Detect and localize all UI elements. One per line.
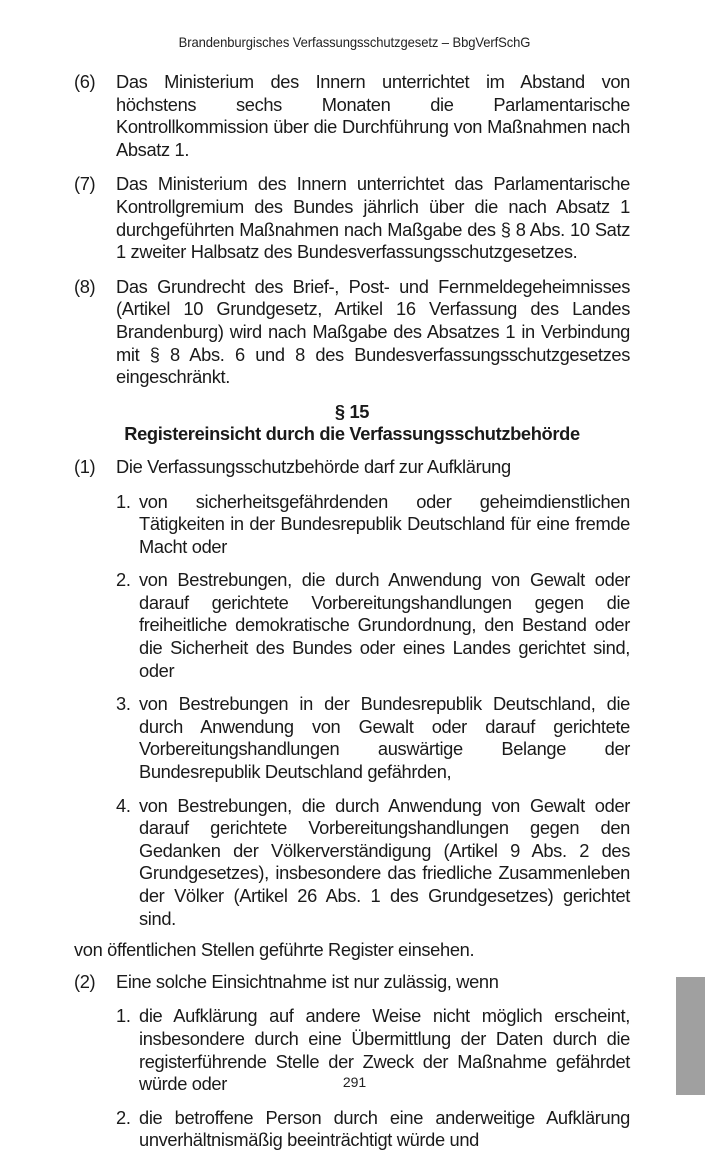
list-item-text: von Bestrebungen in der Bundesrepublik Deutschland, die durch Anwendung von Gewalt oder darauf gerichtete Vorbereitungshandlungen auswärtige Belange der Bundesrepublik Deutschland gefährden, <box>139 693 630 783</box>
absatz-1-closing: von öffentlichen Stellen geführte Register einsehen. <box>74 939 475 961</box>
section-number: § 15 <box>334 400 370 422</box>
list-item-number: 2. <box>116 569 131 591</box>
list-item <box>116 491 630 559</box>
paragraph-8 <box>74 276 630 389</box>
paragraph-intro: Eine solche Einsichtnahme ist nur zulässig, wenn <box>116 970 499 992</box>
running-header: Brandenburgisches Verfassungsschutzgesetz – BbgVerfSchG <box>178 34 531 50</box>
list-item <box>116 569 630 682</box>
list-item-text: von Bestrebungen, die durch Anwendung von Gewalt oder darauf gerichtete Vorbereitungshandlungen gegen den Gedanken der Völkerverständigung (Artikel 9 Abs. 2 des Grundgesetzes), insbesondere das friedliche Zusammenleben der Völker (Artikel 26 Abs. 1 des Grundgesetzes) gerichtet sind. <box>139 794 630 929</box>
list-item <box>116 795 630 931</box>
paragraph-6 <box>74 71 630 161</box>
paragraph-intro: Die Verfassungsschutzbehörde darf zur Aufklärung <box>116 455 511 477</box>
list-item-number: 3. <box>116 693 131 715</box>
paragraph-text: Das Ministerium des Innern unterrichtet im Abstand von höchstens sechs Monaten die Parlamentarische Kontrollkommission über die Durchführung von Maßnahmen nach Absatz 1. <box>116 71 630 160</box>
absatz-1-list <box>116 491 630 931</box>
list-item <box>116 693 630 783</box>
page-number: 291 <box>342 1074 367 1090</box>
list-item-number: 2. <box>116 1106 131 1128</box>
paragraph-number: (2) <box>74 970 96 992</box>
list-item-text: von Bestrebungen, die durch Anwendung von Gewalt oder darauf gerichtete Vorbereitungshandlungen gegen die freiheitliche demokratische Grundordnung, den Bestand oder die Sicherheit des Bundes oder eines Landes gerichtet sind, oder <box>139 569 630 681</box>
paragraph-number: (1) <box>74 455 96 477</box>
list-item-text: die betroffene Person durch eine anderweitige Aufklärung unverhältnismäßig beeinträchtigt würde und <box>139 1106 630 1151</box>
thumb-index-tab <box>676 977 705 1095</box>
paragraph-7 <box>74 173 630 263</box>
list-item-text: von sicherheitsgefährdenden oder geheimdienstlichen Tätigkeiten in der Bundesrepublik Deutschland für eine fremde Macht oder <box>139 490 630 557</box>
section-title: Registereinsicht durch die Verfassungsschutzbehörde <box>124 423 580 445</box>
list-item-text: die Aufklärung auf andere Weise nicht möglich erscheint, insbesondere durch eine Übermittlung der Daten durch die registerführende Stelle der Zweck der Maßnahme gefährdet würde oder <box>139 1005 630 1095</box>
paragraph-text: Das Grundrecht des Brief-, Post- und Fernmeldegeheimnisses (Artikel 10 Grundgesetz, Artikel 16 Verfassung des Landes Brandenburg) wird nach Maßgabe des Absatzes 1 in Verbindung mit § 8 Abs. 6 und 8 des Bundesverfassungsschutzgesetzes eingeschränkt. <box>116 275 630 388</box>
list-item-number: 1. <box>116 1005 131 1027</box>
paragraph-number: (6) <box>74 71 96 92</box>
list-item-number: 1. <box>116 490 131 512</box>
page-content <box>74 71 630 1164</box>
section-heading <box>74 401 630 446</box>
list-item <box>116 1107 630 1152</box>
list-item-number: 4. <box>116 794 131 816</box>
paragraph-number: (8) <box>74 275 96 297</box>
absatz-1 <box>74 456 630 930</box>
paragraph-number: (7) <box>74 173 96 195</box>
absatz-2 <box>74 971 630 1152</box>
paragraph-text: Das Ministerium des Innern unterrichtet das Parlamentarische Kontrollgremium des Bundes jährlich über die nach Absatz 1 durchgeführten Maßnahmen nach Maßgabe des § 8 Abs. 10 Satz 1 zweiter Halbsatz des Bundesverfassungsschutzgesetzes. <box>116 173 630 263</box>
